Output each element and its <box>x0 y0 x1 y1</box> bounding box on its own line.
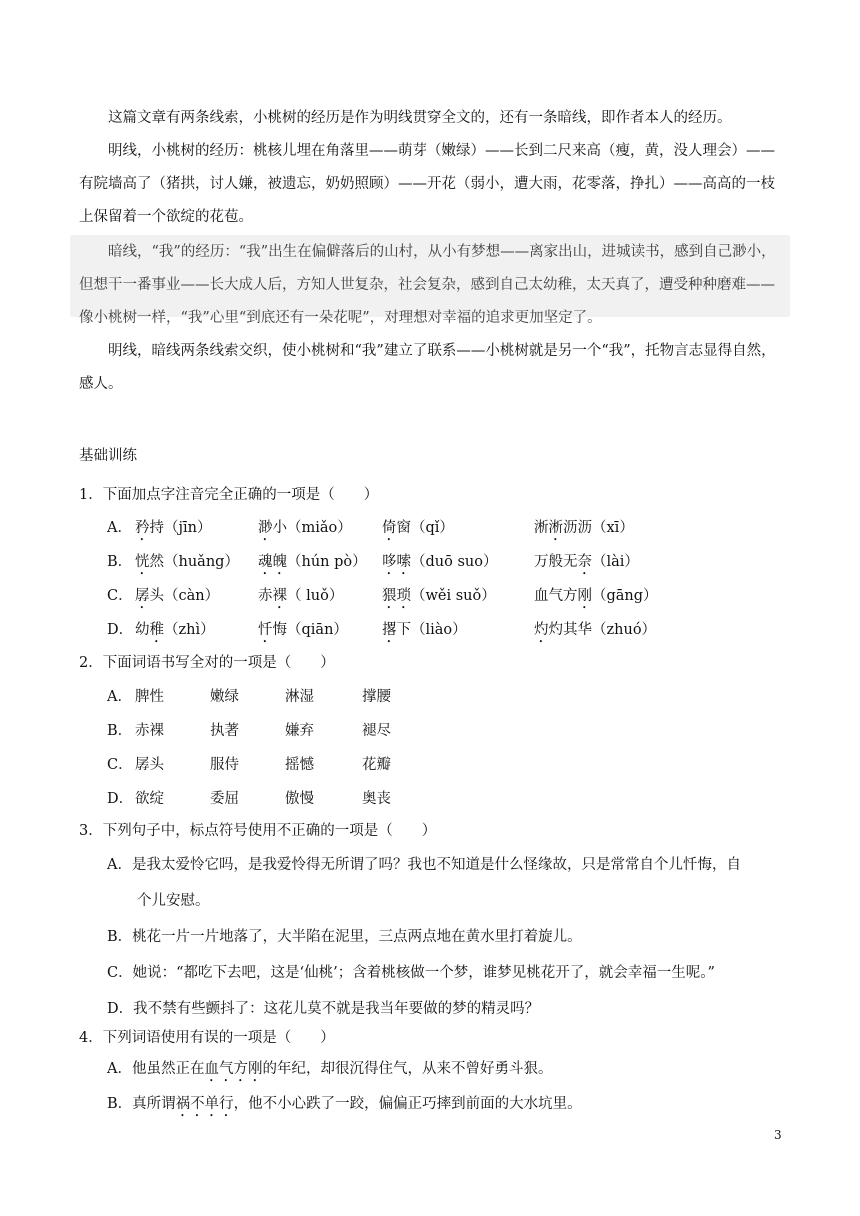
q4-option-b-pre: 真所谓 <box>132 1096 176 1112</box>
q2-option-word: 欲绽 <box>135 791 164 807</box>
q2-option-word: 奥丧 <box>362 791 391 807</box>
q1-option-item <box>382 550 497 578</box>
q1-option-item <box>258 516 352 544</box>
q2-option-word: 撑腰 <box>362 689 391 705</box>
q4-option-b <box>107 1092 582 1120</box>
q2-option-label: A． <box>107 689 132 705</box>
q1-option-item <box>382 618 467 646</box>
q4-option-a <box>107 1057 552 1085</box>
page-number: 3 <box>774 1128 782 1142</box>
q1-item-post: （wěi suǒ） <box>411 588 496 604</box>
intro-paragraph-4: 明线，暗线两条线索交织，使小桃树和“我”建立了联系——小桃树就是另一个“我”，托物言志显得自然，感人。 <box>79 343 776 392</box>
q1-option-label: C． <box>107 588 133 604</box>
q2-option-word: 摇憾 <box>285 757 314 773</box>
q1-item-post: 然（huǎng） <box>149 554 239 570</box>
q2-option-word: 脾性 <box>135 689 164 705</box>
q1-item-post: 头（càn） <box>149 588 220 604</box>
q2-option-word: 褪尽 <box>362 723 391 739</box>
q2-option-word: 孱头 <box>135 757 164 773</box>
q1-item-dotted: 哆嗦 <box>382 554 411 570</box>
section-title: 基础训练 <box>79 448 137 464</box>
q1-item-post: （ luǒ） <box>287 588 344 604</box>
intro-section <box>79 102 789 234</box>
q1-item-dotted: 忏 <box>258 622 273 638</box>
q3-option-b: B．桃花一片一片地落了，大半陷在泥里，三点两点地在黄水里打着旋儿。 <box>107 929 582 945</box>
q2-option-word: 嫩绿 <box>210 689 239 705</box>
q1-option-item <box>258 550 367 578</box>
q1-item-post: 沥沥（xī） <box>563 520 634 536</box>
q1-item-post: 悔（qiān） <box>272 622 348 638</box>
q4-option-a-label: A． <box>107 1061 132 1077</box>
q2-option-word: 嫌弃 <box>285 723 314 739</box>
q4-stem: 4．下列词语使用有误的一项是（ ） <box>79 1030 335 1046</box>
q1-option-item <box>135 516 211 544</box>
q1-option-item <box>258 618 348 646</box>
q3-options <box>107 847 787 1027</box>
q1-option-item <box>135 584 219 612</box>
q2-option-word: 花瓣 <box>362 757 391 773</box>
q2-option-word: 淋湿 <box>285 689 314 705</box>
q1-option-label: B． <box>107 554 133 570</box>
q1-item-dotted: 裸 <box>272 588 287 604</box>
q3-option-a-text: 是我太爱怜它吗，是我爱怜得无所谓了吗？我也不知道是什么怪缘故，只是常常自个儿忏悔，自 <box>131 857 741 873</box>
q1-option-item <box>382 516 454 544</box>
q4-option-b-dotted: 祸不单行 <box>175 1096 234 1112</box>
intro-paragraph-2: 明线，小桃树的经历：桃核儿埋在角落里——萌芽（嫩绿）——长到二尺来高（瘦，黄，没人理会）——有院墙高了（猪拱，讨人嫌，被遗忘，奶奶照顾）——开花（弱小，遭大雨，花零落，挣扎）——高高的一枝上保留着一个欲绽的花苞。 <box>79 143 775 225</box>
q3-option-a <box>107 847 787 883</box>
q1-item-dotted: 倚 <box>382 520 397 536</box>
q2-option-word: 赤裸 <box>135 723 164 739</box>
q2-option-word: 服侍 <box>210 757 239 773</box>
q1-item-dotted: 恍 <box>135 554 150 570</box>
q3-stem: 3．下列句子中，标点符号使用不正确的一项是（ ） <box>79 823 437 839</box>
q1-item-dotted: 淅 <box>548 520 563 536</box>
q1-item-dotted: 魂魄 <box>258 554 287 570</box>
q1-item-pre: 血气方 <box>534 588 578 604</box>
q4-option-b-label: B． <box>107 1096 133 1112</box>
q1-item-post: （zhì） <box>164 622 215 638</box>
q1-option-item <box>135 618 215 646</box>
q4-option-a-post: 的年纪，却很沉得住气，从来不曾好勇斗狠。 <box>262 1061 553 1077</box>
q2-option-word: 执著 <box>210 723 239 739</box>
q4-option-a-dotted: 血气方刚 <box>204 1061 263 1077</box>
q3-option-d: D．我不禁有些颤抖了：这花儿莫不就是我当年要做的梦的精灵吗？ <box>107 1001 540 1017</box>
q2-option-label: C． <box>107 757 133 773</box>
q1-item-post: 下（liào） <box>396 622 467 638</box>
q1-option-item <box>534 584 658 612</box>
q1-option-label: A． <box>107 520 132 536</box>
q1-item-post: （duō suo） <box>411 554 498 570</box>
q1-item-pre: 万般无 <box>534 554 578 570</box>
q1-option-item <box>382 584 496 612</box>
q1-item-pre: 淅 <box>534 520 549 536</box>
q1-stem: 1．下面加点字注音完全正确的一项是（ ） <box>79 487 379 503</box>
q3-option-a-label: A． <box>107 857 132 873</box>
q1-option-item <box>135 550 239 578</box>
q1-option-item <box>534 618 656 646</box>
q2-option-label: D． <box>107 791 134 807</box>
q1-item-pre: 幼 <box>135 622 150 638</box>
q1-item-dotted: 孱 <box>135 588 150 604</box>
intro-paragraph-1: 这篇文章有两条线索，小桃树的经历是作为明线贯穿全文的，还有一条暗线，即作者本人的经历。 <box>108 110 732 126</box>
q1-item-post: （hún pò） <box>287 554 367 570</box>
q1-item-dotted: 奈 <box>577 554 592 570</box>
q1-item-dotted: 撂 <box>382 622 397 638</box>
q4-option-a-pre: 他虽然正在 <box>131 1061 205 1077</box>
q1-option-item <box>258 584 343 612</box>
q1-item-post: （gāng） <box>592 588 658 604</box>
q1-option-label: D． <box>107 622 134 638</box>
q1-item-dotted: 稚 <box>149 622 164 638</box>
q2-option-word: 委屈 <box>210 791 239 807</box>
q1-item-dotted: 猥琐 <box>382 588 411 604</box>
q1-option-item <box>534 516 634 544</box>
q1-item-dotted: 灼 <box>534 622 549 638</box>
intro-scanned-section <box>79 236 789 401</box>
q1-item-post: 灼其华（zhuó） <box>548 622 657 638</box>
q3-option-a-continued: 个儿安慰。 <box>137 893 210 909</box>
q1-item-dotted: 矜 <box>135 520 150 536</box>
q1-option-item <box>534 550 639 578</box>
q2-stem: 2．下面词语书写全对的一项是（ ） <box>79 655 335 671</box>
q1-item-post: 持（jīn） <box>149 520 212 536</box>
q1-item-post: 小（miǎo） <box>272 520 352 536</box>
q1-item-dotted: 刚 <box>577 588 592 604</box>
q1-item-post: （lài） <box>592 554 639 570</box>
q1-item-pre: 赤 <box>258 588 273 604</box>
q1-item-post: 窗（qǐ） <box>396 520 454 536</box>
q1-item-dotted: 渺 <box>258 520 273 536</box>
q2-option-label: B． <box>107 723 133 739</box>
intro-paragraph-3: 暗线，“我”的经历：“我”出生在偏僻落后的山村，从小有梦想——离家出山，进城读书，感到自己渺小，但想干一番事业——长大成人后，方知人世复杂，社会复杂，感到自己太幼稚，太天真了，遭受种种磨难——像小桃树一样，“我”心里“到底还有一朵花呢”，对理想对幸福的追求更加坚定了。 <box>79 244 776 326</box>
q2-option-word: 傲慢 <box>285 791 314 807</box>
q4-option-b-post: ，他不小心跌了一跤，偏偏正巧摔到前面的大水坑里。 <box>233 1096 582 1112</box>
q3-option-c: C．她说：“都吃下去吧，这是‘仙桃’；含着桃核做一个梦，谁梦见桃花开了，就会幸福一生呢。” <box>107 965 715 981</box>
